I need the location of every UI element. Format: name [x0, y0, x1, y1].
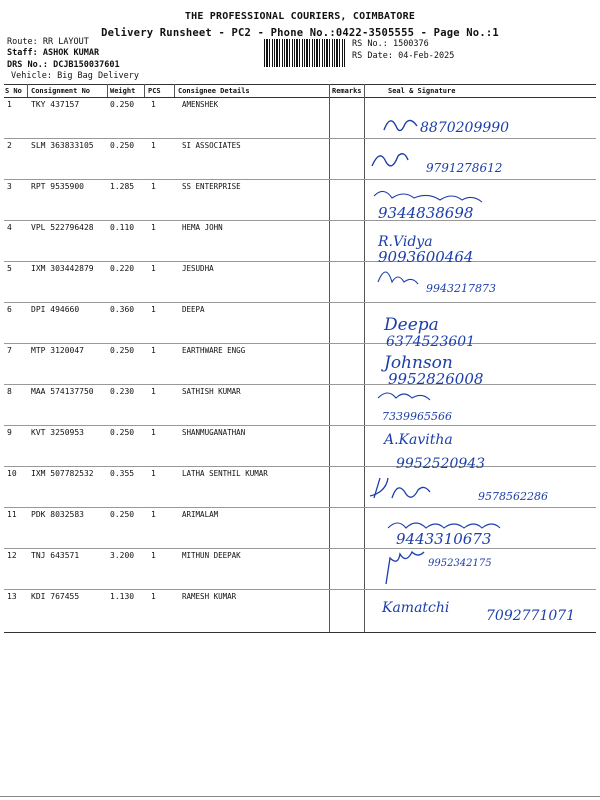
table-row [0, 182, 600, 222]
row-consignment: SLM 363833105 [31, 141, 94, 150]
table-row [0, 551, 600, 591]
rs-date-value: 04-Feb-2025 [398, 51, 455, 61]
row-weight: 1.285 [110, 182, 135, 191]
row-pcs: 1 [151, 387, 156, 396]
row-consignment: VPL 522796428 [31, 223, 94, 232]
row-sno: 5 [7, 264, 12, 273]
row-pcs: 1 [151, 100, 156, 109]
row-consignment: PDK 8032583 [31, 510, 84, 519]
runsheet-subtitle: Delivery Runsheet - PC2 - Phone No.:0422-3505555 - Page No.:1 [101, 27, 499, 39]
row-consignee: AMENSHEK [182, 100, 219, 109]
row-weight: 1.130 [110, 592, 135, 601]
row-consignee: HEMA JOHN [182, 223, 223, 232]
row-weight: 0.250 [110, 100, 135, 109]
table-row [0, 264, 600, 304]
row-consignment: KDI 767455 [31, 592, 80, 601]
row-divider [4, 343, 596, 344]
table-row [0, 223, 600, 263]
row-weight: 0.360 [110, 305, 135, 314]
row-consignment: DPI 494660 [31, 305, 80, 314]
handwriting-text: 9952826008 [388, 370, 484, 388]
handwriting-text: Deepa [384, 315, 439, 335]
drs-line [7, 60, 120, 70]
row-weight: 0.250 [110, 141, 135, 150]
handwriting-text: R.Vidya [378, 234, 433, 250]
barcode [264, 39, 346, 67]
page-bottom-edge [0, 796, 600, 797]
row-pcs: 1 [151, 182, 156, 191]
row-pcs: 1 [151, 510, 156, 519]
row-sno: 4 [7, 223, 12, 232]
handwriting-text: 6374523601 [386, 334, 476, 350]
row-sno: 7 [7, 346, 12, 355]
company-title: THE PROFESSIONAL COURIERS, COIMBATORE [184, 11, 416, 22]
handwriting-text: 7092771071 [486, 608, 576, 624]
vehicle-label: Vehicle: [11, 71, 52, 81]
rs-no-line [352, 39, 429, 49]
table-top-border [4, 84, 596, 85]
table-row [0, 387, 600, 427]
row-consignment: MTP 3120047 [31, 346, 84, 355]
table-row [0, 346, 600, 386]
row-consignee: LATHA SENTHIL KUMAR [182, 469, 268, 478]
row-weight: 0.250 [110, 428, 135, 437]
staff-value: ASHOK KUMAR [42, 48, 100, 58]
vehicle-value: Big Bag Delivery [57, 71, 139, 81]
route-value: RR LAYOUT [42, 37, 89, 47]
row-sno: 1 [7, 100, 12, 109]
handwriting-text: A.Kavitha [384, 432, 453, 448]
table-row [0, 305, 600, 345]
table-row [0, 428, 600, 468]
header-pcs: PCS [148, 87, 161, 95]
row-divider [4, 589, 596, 590]
handwriting-text: 9943217873 [426, 282, 496, 295]
staff-line [7, 48, 99, 58]
row-divider [4, 220, 596, 221]
row-consignment: TNJ 643571 [31, 551, 80, 560]
row-weight: 0.250 [110, 510, 135, 519]
row-consignment: KVT 3250953 [31, 428, 84, 437]
row-weight: 0.220 [110, 264, 135, 273]
rs-no-value: 1500376 [392, 39, 429, 49]
row-consignee: SS ENTERPRISE [182, 182, 241, 191]
row-weight: 0.250 [110, 346, 135, 355]
row-pcs: 1 [151, 428, 156, 437]
row-divider [4, 466, 596, 467]
drs-value: DCJB150037601 [53, 60, 120, 70]
col-divider [174, 84, 175, 97]
table-row [0, 510, 600, 550]
route-label: Route: [7, 37, 38, 47]
row-consignee: SHANMUGANATHAN [182, 428, 246, 437]
row-pcs: 1 [151, 469, 156, 478]
col-divider [144, 84, 145, 97]
row-divider [4, 384, 596, 385]
row-pcs: 1 [151, 141, 156, 150]
row-pcs: 1 [151, 346, 156, 355]
row-divider [4, 261, 596, 262]
row-divider [4, 179, 596, 180]
header-signature: Seal & Signature [388, 87, 456, 95]
header-remarks: Remarks [332, 87, 362, 95]
row-pcs: 1 [151, 223, 156, 232]
row-consignee: ARIMALAM [182, 510, 219, 519]
row-consignee: MITHUN DEEPAK [182, 551, 241, 560]
rs-date-line [352, 51, 454, 61]
row-pcs: 1 [151, 264, 156, 273]
handwriting-text: 9344838698 [378, 204, 474, 222]
row-weight: 0.110 [110, 223, 135, 232]
row-sno: 2 [7, 141, 12, 150]
header-sno: S No [5, 87, 22, 95]
header-consignment: Consignment No [31, 87, 91, 95]
handwriting-text: 9578562286 [478, 490, 548, 503]
row-sno: 13 [7, 592, 17, 601]
row-pcs: 1 [151, 551, 156, 560]
row-sno: 8 [7, 387, 12, 396]
drs-label: DRS No.: [7, 60, 48, 70]
row-sno: 10 [7, 469, 17, 478]
table-bottom-border [4, 632, 596, 633]
row-consignee: JESUDHA [182, 264, 214, 273]
table-row [0, 592, 600, 632]
row-divider [4, 548, 596, 549]
row-divider [4, 425, 596, 426]
header-weight: Weight [110, 87, 136, 95]
row-consignee: SATHISH KUMAR [182, 387, 241, 396]
row-sno: 11 [7, 510, 17, 519]
row-pcs: 1 [151, 305, 156, 314]
row-consignment: TKY 437157 [31, 100, 80, 109]
handwriting-text: 9952342175 [428, 558, 492, 569]
table-header-border [4, 97, 596, 98]
row-pcs: 1 [151, 592, 156, 601]
row-sno: 6 [7, 305, 12, 314]
row-consignment: MAA 574137750 [31, 387, 94, 396]
row-divider [4, 507, 596, 508]
col-divider [27, 84, 28, 97]
handwriting-text: Johnson [384, 353, 453, 373]
header-consignee: Consignee Details [178, 87, 250, 95]
col-divider [107, 84, 108, 97]
handwriting-text: Kamatchi [382, 600, 450, 616]
table-row [0, 141, 600, 181]
row-sno: 9 [7, 428, 12, 437]
rs-date-label: RS Date: [352, 51, 393, 61]
row-weight: 0.230 [110, 387, 135, 396]
row-divider [4, 302, 596, 303]
row-consignment: RPT 9535900 [31, 182, 84, 191]
row-weight: 0.355 [110, 469, 135, 478]
route-line [7, 37, 89, 47]
row-sno: 12 [7, 551, 17, 560]
handwriting-text: 9443310673 [396, 530, 492, 548]
row-consignee: EARTHWARE ENGG [182, 346, 246, 355]
vehicle-line [11, 71, 139, 81]
row-consignment: IXM 507782532 [31, 469, 94, 478]
table-row [0, 469, 600, 509]
row-consignment: IXM 303442879 [31, 264, 94, 273]
rs-no-label: RS No.: [352, 39, 388, 49]
row-consignee: SI ASSOCIATES [182, 141, 241, 150]
handwriting-text: 9791278612 [426, 161, 503, 175]
handwriting-text: 7339965566 [382, 410, 452, 423]
row-consignee: RAMESH KUMAR [182, 592, 237, 601]
row-weight: 3.200 [110, 551, 135, 560]
handwriting-text: 9952520943 [396, 456, 486, 472]
row-consignee: DEEPA [182, 305, 205, 314]
handwriting-text: 9093600464 [378, 248, 474, 266]
staff-label: Staff: [7, 48, 38, 58]
table-row [0, 100, 600, 140]
row-sno: 3 [7, 182, 12, 191]
row-divider [4, 138, 596, 139]
handwriting-text: 8870209990 [420, 120, 510, 136]
